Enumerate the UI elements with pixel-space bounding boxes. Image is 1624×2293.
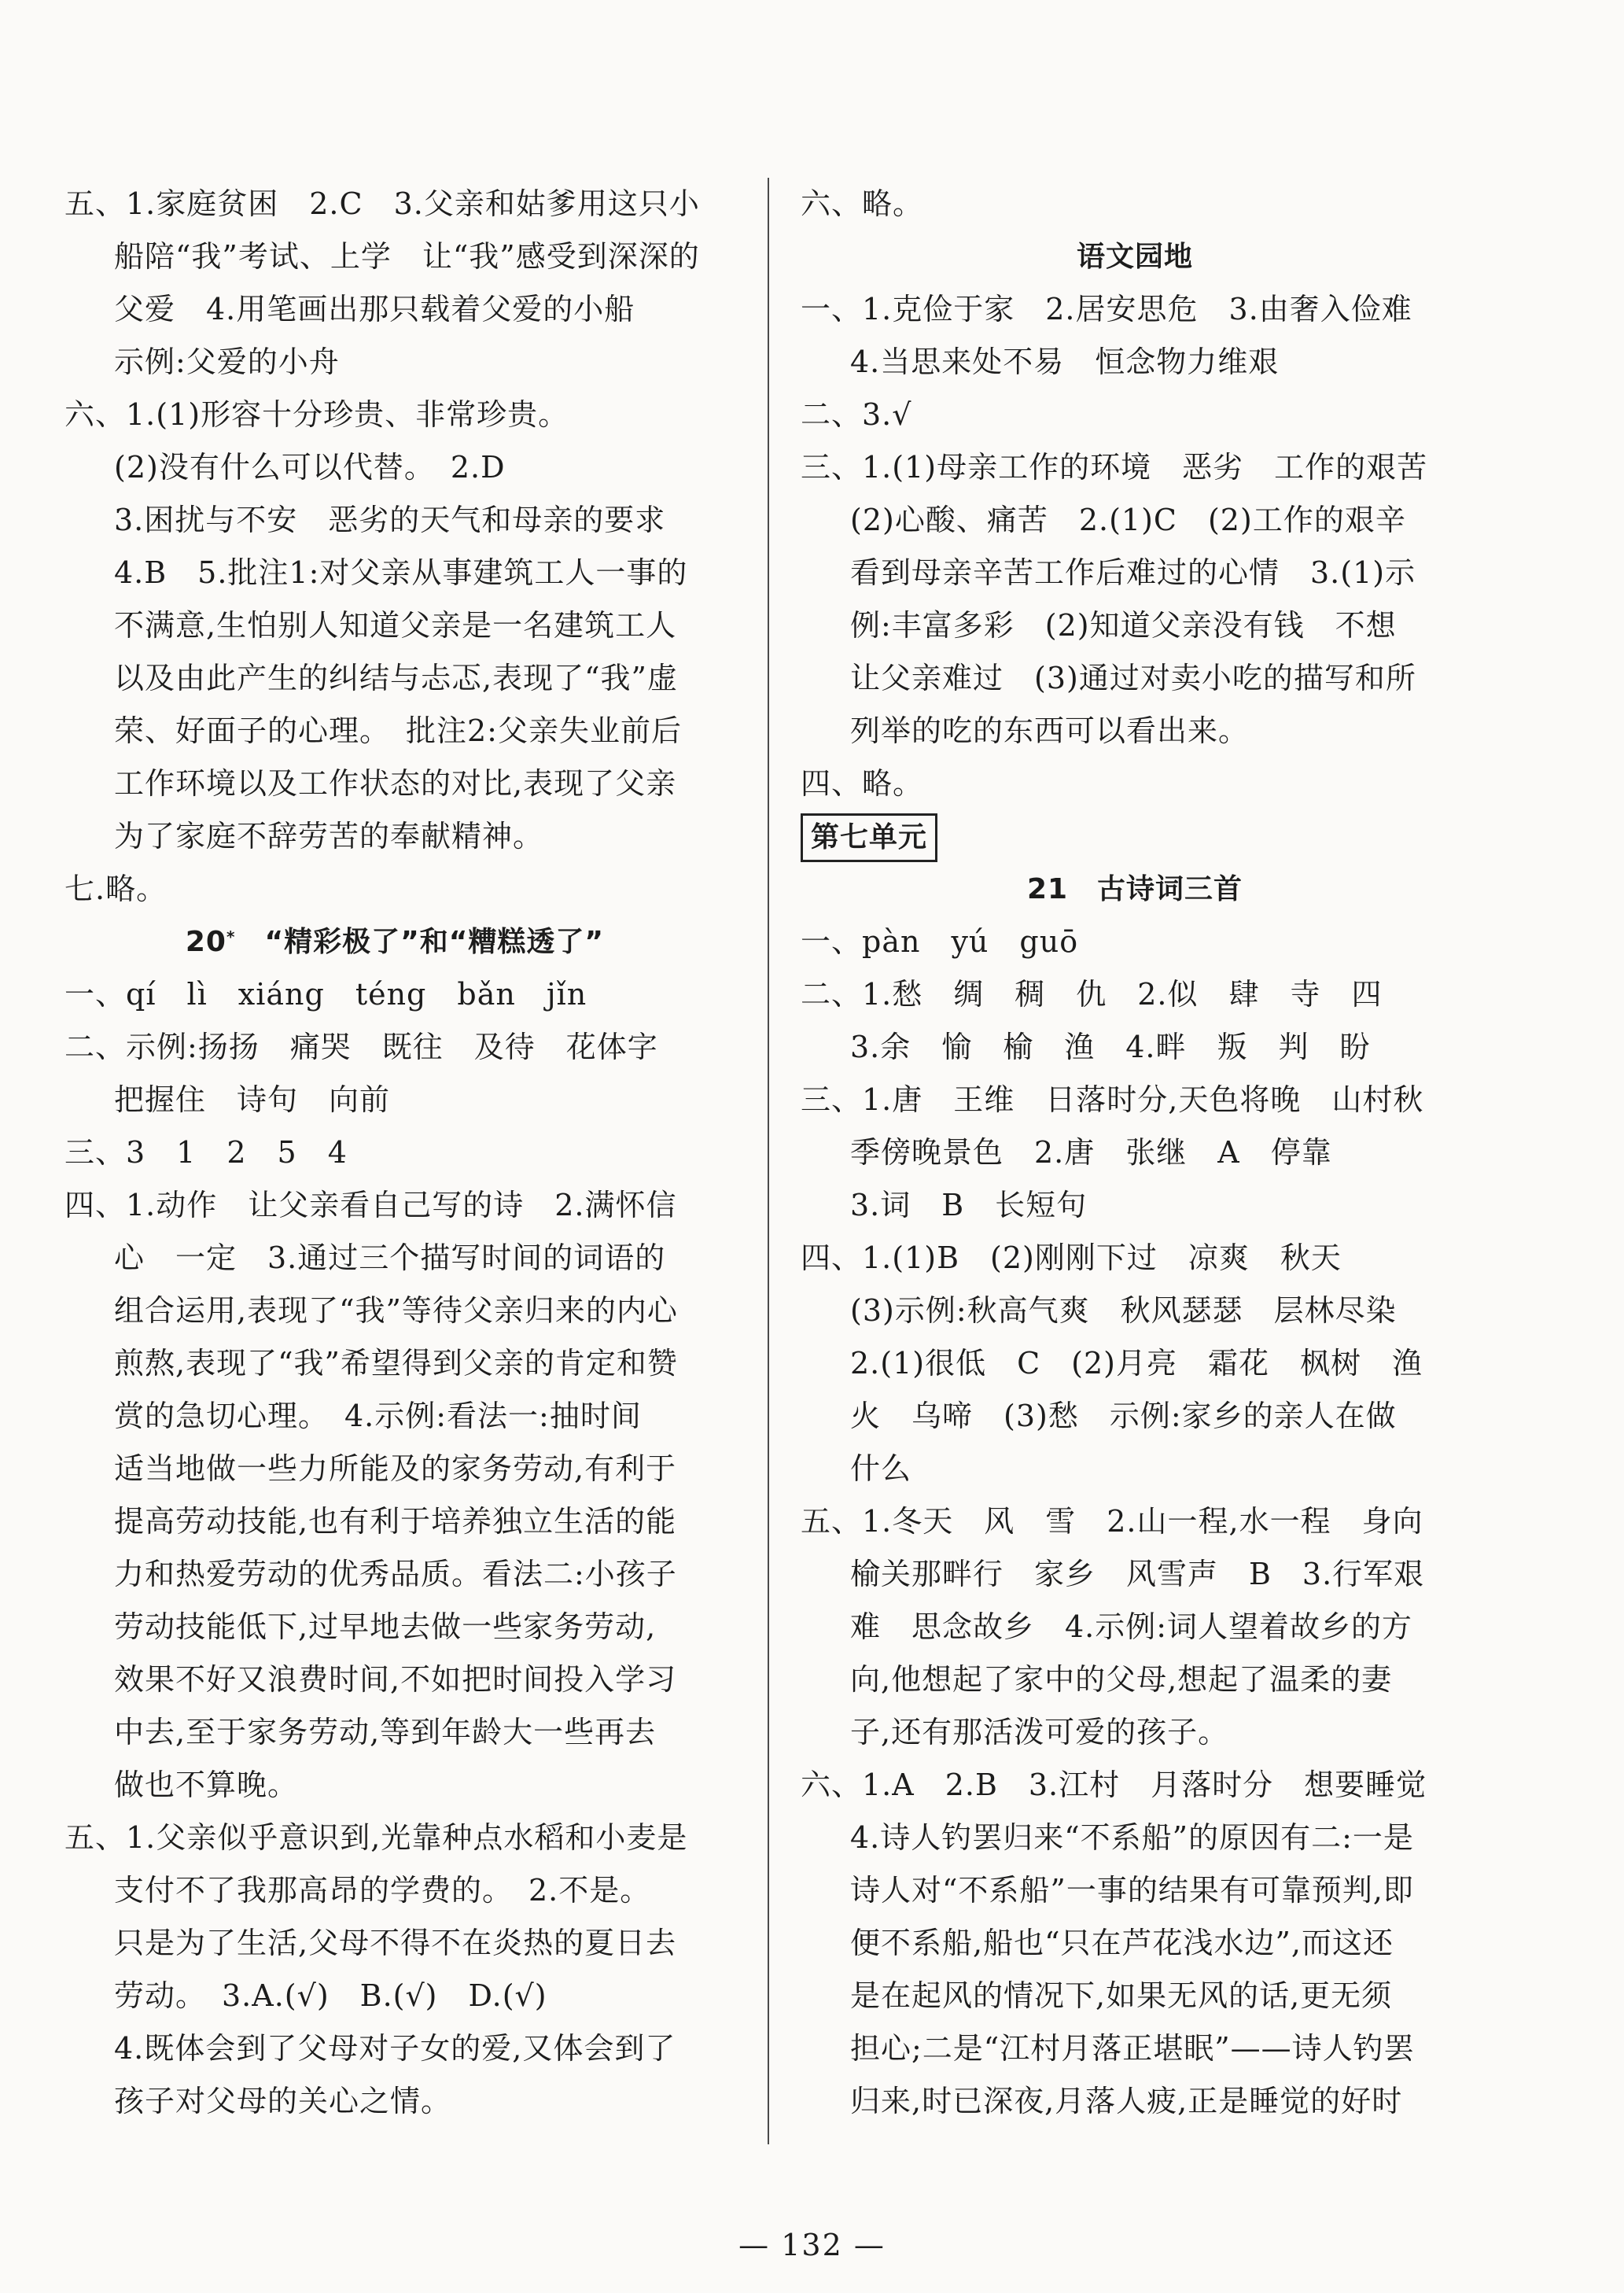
answer-line: 榆关那畔行 家乡 风雪声 B 3.行军艰 xyxy=(850,1557,1425,1591)
answer-line: 难 思念故乡 4.示例:词人望着故乡的方 xyxy=(850,1609,1413,1644)
right-column xyxy=(801,178,1469,2128)
answer-line: 中去,至于家务劳动,等到年龄大一些再去 xyxy=(114,1715,657,1749)
answer-line: 3.余 愉 榆 渔 4.畔 叛 判 盼 xyxy=(850,1030,1371,1064)
answer-line: 4.既体会到了父母对子女的爱,又体会到了 xyxy=(114,2031,676,2066)
answer-line: 组合运用,表现了“我”等待父亲归来的内心 xyxy=(114,1293,678,1328)
answer-line: 4.B 5.批注1:对父亲从事建筑工人一事的 xyxy=(114,555,688,590)
section-number: 20 xyxy=(185,926,226,958)
answer-line: 看到母亲辛苦工作后难过的心情 3.(1)示 xyxy=(850,555,1416,590)
answer-line: 2.(1)很低 C (2)月亮 霜花 枫树 渔 xyxy=(850,1346,1423,1381)
answer-line: 二、3.√ xyxy=(801,397,912,432)
answer-line: 不满意,生怕别人知道父亲是一名建筑工人 xyxy=(114,608,677,643)
answer-line: (2)心酸、痛苦 2.(1)C (2)工作的艰辛 xyxy=(850,503,1406,537)
answer-line: 赏的急切心理。 4.示例:看法一:抽时间 xyxy=(114,1399,642,1433)
answer-line: 力和热爱劳动的优秀品质。看法二:小孩子 xyxy=(114,1557,677,1591)
answer-line: 船陪“我”考试、上学 让“我”感受到深深的 xyxy=(114,239,700,274)
answer-line: 二、示例:扬扬 痛哭 既往 及待 花体字 xyxy=(64,1030,658,1064)
answer-line: 劳动。 3.A.(√) B.(√) D.(√) xyxy=(114,1978,547,2013)
answer-line: 向,他想起了家中的父母,想起了温柔的妻 xyxy=(850,1662,1393,1697)
answer-line: 支付不了我那高昂的学费的。 2.不是。 xyxy=(114,1873,651,1908)
section-title xyxy=(64,916,725,968)
answer-line: 什么 xyxy=(850,1451,912,1486)
answer-line: 工作环境以及工作状态的对比,表现了父亲 xyxy=(114,766,677,801)
section-title xyxy=(801,230,1469,283)
answer-line: 六、1.(1)形容十分珍贵、非常珍贵。 xyxy=(64,397,569,432)
answer-line: 四、略。 xyxy=(801,766,924,801)
answer-line: 季傍晚景色 2.唐 张继 A 停靠 xyxy=(850,1135,1332,1170)
answer-line: 一、pàn yú guō xyxy=(801,924,1079,959)
answer-line: 3.词 B 长短句 xyxy=(850,1188,1088,1222)
answer-line: 子,还有那活泼可爱的孩子。 xyxy=(850,1715,1229,1749)
answer-line: 孩子对父母的关心之情。 xyxy=(114,2084,452,2118)
answer-line: 四、1.(1)B (2)刚刚下过 凉爽 秋天 xyxy=(801,1241,1342,1275)
section-title-text: “精彩极了”和“糟糕透了” xyxy=(264,926,605,958)
answer-line: 七.略。 xyxy=(64,872,168,906)
answer-line: 劳动技能低下,过早地去做一些家务劳动, xyxy=(114,1609,657,1644)
answer-line: 归来,时已深夜,月落人疲,正是睡觉的好时 xyxy=(850,2084,1403,2118)
answer-line: 三、1.唐 王维 日落时分,天色将晚 山村秋 xyxy=(801,1082,1424,1117)
answer-line: 以及由此产生的纠结与忐忑,表现了“我”虚 xyxy=(114,661,678,695)
answer-line: 4.当思来处不易 恒念物力维艰 xyxy=(850,345,1280,379)
answer-line: 例:丰富多彩 (2)知道父亲没有钱 不想 xyxy=(850,608,1397,643)
answer-line: 3.困扰与不安 恶劣的天气和母亲的要求 xyxy=(114,503,666,537)
answer-line: 诗人对“不系船”一事的结果有可靠预判,即 xyxy=(850,1873,1414,1908)
answer-line: 适当地做一些力所能及的家务劳动,有利于 xyxy=(114,1451,677,1486)
answer-line: 把握住 诗句 向前 xyxy=(114,1082,391,1117)
section-title-text: 语文园地 xyxy=(1076,241,1193,273)
answer-line: (2)没有什么可以代替。 2.D xyxy=(114,450,506,485)
column-divider xyxy=(768,178,769,2144)
answer-line: 煎熬,表现了“我”希望得到父亲的肯定和赞 xyxy=(114,1346,678,1381)
section-title xyxy=(801,863,1469,916)
answer-line: 让父亲难过 (3)通过对卖小吃的描写和所 xyxy=(850,661,1416,695)
answer-line: 便不系船,船也“只在芦花浅水边”,而这还 xyxy=(850,1926,1394,1960)
section-number: 21 xyxy=(1026,873,1069,905)
answer-line: 心 一定 3.通过三个描写时间的词语的 xyxy=(114,1241,666,1275)
answer-line: 一、1.克俭于家 2.居安思危 3.由奢入俭难 xyxy=(801,292,1412,326)
unit-heading xyxy=(801,810,1469,863)
answer-line: 二、1.愁 绸 稠 仇 2.似 肆 寺 四 xyxy=(801,977,1383,1012)
answer-line: 效果不好又浪费时间,不如把时间投入学习 xyxy=(114,1662,677,1697)
answer-line: 提高劳动技能,也有利于培养独立生活的能 xyxy=(114,1504,677,1539)
left-column xyxy=(64,178,725,2128)
answer-line: 列举的吃的东西可以看出来。 xyxy=(850,713,1250,748)
answer-line: 五、1.冬天 风 雪 2.山一程,水一程 身向 xyxy=(801,1504,1423,1539)
answer-line: (3)示例:秋高气爽 秋风瑟瑟 层林尽染 xyxy=(850,1293,1397,1328)
answer-line: 担心;二是“江村月落正堪眠”——诗人钓罢 xyxy=(850,2031,1415,2066)
optional-mark: * xyxy=(226,927,236,946)
answer-line: 荣、好面子的心理。 批注2:父亲失业前后 xyxy=(114,713,682,748)
answer-line: 做也不算晚。 xyxy=(114,1768,299,1802)
page-number: — 132 — xyxy=(738,2228,886,2262)
answer-line: 火 乌啼 (3)愁 示例:家乡的亲人在做 xyxy=(850,1399,1397,1433)
answer-line: 为了家庭不辞劳苦的奉献精神。 xyxy=(114,819,544,853)
answer-line: 父爱 4.用笔画出那只载着父爱的小船 xyxy=(114,292,635,326)
answer-line: 是在起风的情况下,如果无风的话,更无须 xyxy=(850,1978,1393,2013)
answer-line: 三、3 1 2 5 4 xyxy=(64,1135,348,1170)
answer-line: 三、1.(1)母亲工作的环境 恶劣 工作的艰苦 xyxy=(801,450,1428,485)
answer-line: 五、1.家庭贫困 2.C 3.父亲和姑爹用这只小 xyxy=(64,186,700,221)
answer-line: 示例:父爱的小舟 xyxy=(114,345,340,379)
unit-heading-box: 第七单元 xyxy=(801,813,937,862)
answer-line: 一、qí lì xiáng téng bǎn jǐn xyxy=(64,977,587,1012)
answer-line: 六、1.A 2.B 3.江村 月落时分 想要睡觉 xyxy=(801,1768,1427,1802)
answer-line: 4.诗人钓罢归来“不系船”的原因有二:一是 xyxy=(850,1820,1414,1855)
section-title-text: 古诗词三首 xyxy=(1097,873,1243,905)
answer-line: 六、略。 xyxy=(801,186,924,221)
answer-line: 四、1.动作 让父亲看自己写的诗 2.满怀信 xyxy=(64,1188,677,1222)
answer-line: 五、1.父亲似乎意识到,光靠种点水稻和小麦是 xyxy=(64,1820,688,1855)
answer-line: 只是为了生活,父母不得不在炎热的夏日去 xyxy=(114,1926,677,1960)
